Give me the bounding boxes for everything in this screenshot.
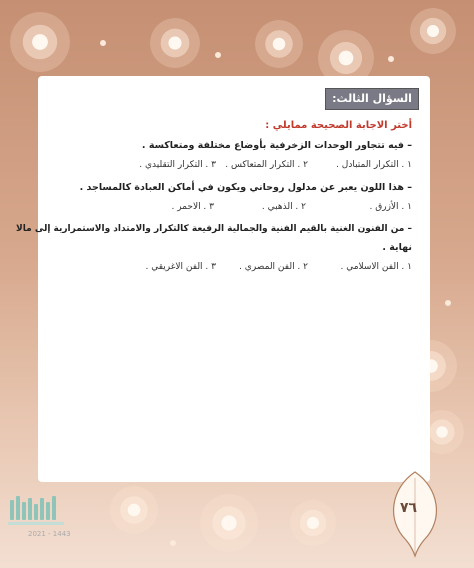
decorative-dot <box>445 300 451 306</box>
question-3-option-2: ٢ . الفن المصري . <box>239 262 308 272</box>
content-card <box>38 76 430 482</box>
section-title: السؤال الثالث: <box>325 88 419 110</box>
question-3-option-3: ٣ . الفن الاغريقي . <box>145 262 216 272</box>
question-3-text: – من الفنون الغنية بالقيم الفنية والجمالية الرفيعة كالتكرار والامتداد والاستمرارية إلى مالا <box>16 224 412 234</box>
question-2-option-3: ٣ . الاحمر . <box>171 202 214 212</box>
question-3-text-continued: نهاية . <box>382 242 412 253</box>
decorative-flower <box>200 494 258 552</box>
question-1-option-2: ٢ . التكرار المتعاكس . <box>225 160 308 170</box>
decorative-dot <box>215 52 221 58</box>
question-1-text: – فيه تتجاور الوحدات الزخرفية بأوضاع مختلفة ومتعاكسة . <box>141 140 412 151</box>
question-1-option-3: ٣ . التكرار التقليدي . <box>139 160 216 170</box>
question-2-option-2: ٢ . الذهبي . <box>261 202 306 212</box>
question-1-option-1: ١ . التكرار المتبادل . <box>336 160 412 170</box>
page-number: ٧٦ <box>400 500 418 516</box>
decorative-flower <box>290 500 336 546</box>
question-2-text: – هذا اللون يعبر عن مدلول روحاني ويكون في أماكن العبادة كالمساجد . <box>79 182 412 193</box>
decorative-dot <box>100 40 106 46</box>
ministry-logo <box>6 492 72 534</box>
decorative-flower <box>10 12 70 72</box>
question-2-option-1: ١ . الأزرق . <box>369 202 412 212</box>
decorative-flower <box>150 18 200 68</box>
question-3-option-1: ١ . الفن الاسلامي . <box>340 262 412 272</box>
decorative-flower <box>110 486 158 534</box>
decorative-flower <box>255 20 303 68</box>
decorative-flower <box>410 8 456 54</box>
decorative-dot <box>388 56 394 62</box>
instruction-text: أختر الاجابة الصحيحة ممايلي : <box>265 120 412 131</box>
logo-year: 2021 - 1443 <box>28 530 71 538</box>
decorative-dot <box>170 540 176 546</box>
